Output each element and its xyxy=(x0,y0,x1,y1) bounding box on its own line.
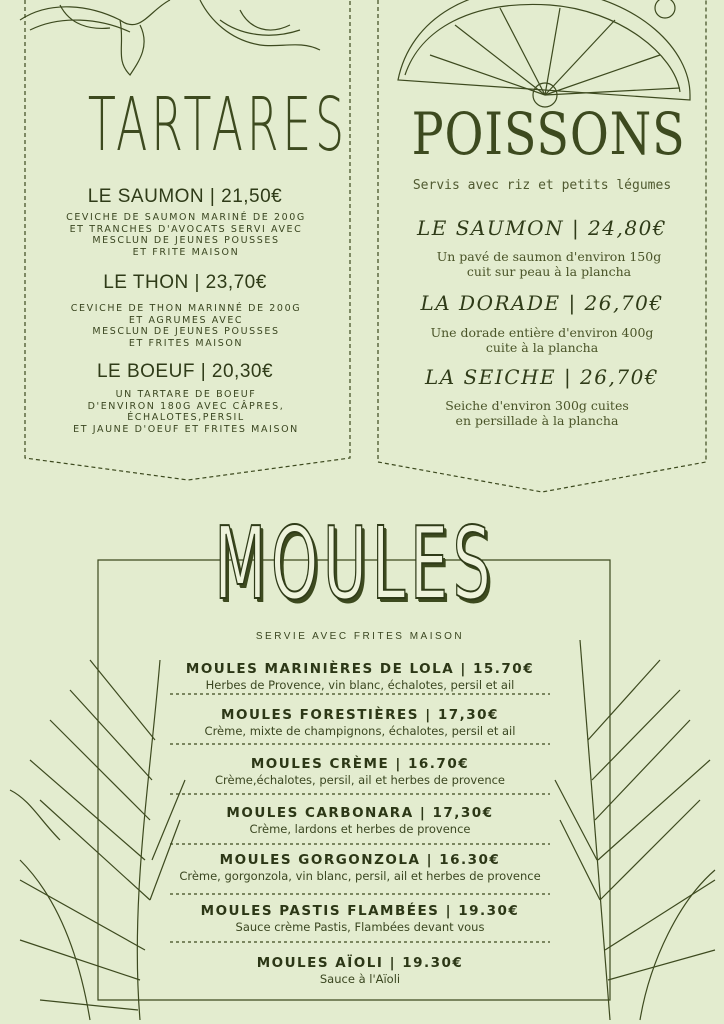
moules-item-name: MOULES AÏOLI | 19.30€ xyxy=(256,955,464,971)
moules-item-description: Crème, lardons et herbes de provence xyxy=(249,822,471,836)
poissons-title: POISSONS xyxy=(411,100,686,168)
moules-item xyxy=(130,805,590,836)
moules-item-description: Sauce à l'Aïoli xyxy=(319,972,401,986)
moules-item xyxy=(130,852,590,883)
tartares-title: TARTARES xyxy=(87,82,348,168)
moules-item xyxy=(130,661,590,692)
moules-subtitle: SERVIE AVEC FRITES MAISON xyxy=(255,631,465,642)
poisson-dorade-title: LA DORADE | 26,70€ xyxy=(420,291,664,315)
moules-item-name: MOULES FORESTIÈRES | 17,30€ xyxy=(221,707,499,723)
tartare-boeuf-description: UN TARTARE DE BOEUF D'ENVIRON 180G AVEC CÂPRES, ÉCHALOTES,PERSIL ET JAUNE D'OEUF ET FRITES MAISON xyxy=(73,389,299,435)
moules-item-description: Herbes de Provence, vin blanc, échalotes, persil et ail xyxy=(205,678,515,692)
moules-item-name: MOULES MARINIÈRES DE LOLA | 15.70€ xyxy=(185,661,535,677)
moules-item-description: Crème, gorgonzola, vin blanc, persil, ail et herbes de provence xyxy=(179,869,541,883)
moules-item xyxy=(130,903,590,934)
poisson-saumon-description: Un pavé de saumon d'environ 150g cuit sur peau à la plancha xyxy=(436,249,662,279)
parsley-leaves-illustration xyxy=(20,0,320,75)
lemon-slice-illustration xyxy=(398,0,690,107)
moules-item-name: MOULES PASTIS FLAMBÉES | 19.30€ xyxy=(200,903,520,919)
moules-item xyxy=(130,707,590,738)
moules-item-name: MOULES GORGONZOLA | 16.30€ xyxy=(219,852,501,868)
tartare-thon-title: LE THON | 23,70€ xyxy=(103,272,267,293)
moules-title: MOULES xyxy=(214,505,496,622)
moules-item-description: Crème,échalotes, persil, ail et herbes de provence xyxy=(214,773,505,787)
poisson-seiche-description: Seiche d'environ 300g cuites en persillade à la plancha xyxy=(445,398,629,428)
poisson-dorade-description: Une dorade entière d'environ 400g cuite à la plancha xyxy=(430,325,654,355)
moules-item-description: Sauce crème Pastis, Flambées devant vous xyxy=(235,920,485,934)
tartare-saumon-title: LE SAUMON | 21,50€ xyxy=(87,186,283,207)
moules-item-name: MOULES CRÈME | 16.70€ xyxy=(250,756,470,772)
poisson-seiche-title: LA SEICHE | 26,70€ xyxy=(424,365,660,389)
tartare-boeuf-title: LE BOEUF | 20,30€ xyxy=(96,361,274,382)
moules-item-description: Crème, mixte de champignons, échalotes, persil et ail xyxy=(204,724,516,738)
tartare-thon-description: CEVICHE DE THON MARINNÉ DE 200G ET AGRUMES AVEC MESCLUN DE JEUNES POUSSES ET FRITES MAISON xyxy=(70,303,302,349)
moules-item xyxy=(130,955,590,986)
moules-item xyxy=(130,756,590,787)
tartare-saumon-description: CEVICHE DE SAUMON MARINÉ DE 200G ET TRANCHES D'AVOCATS SERVI AVEC MESCLUN DE JEUNES POUSSES ET FRITE MAISON xyxy=(66,212,306,258)
poisson-saumon-title: LE SAUMON | 24,80€ xyxy=(416,216,668,240)
poissons-subtitle: Servis avec riz et petits légumes xyxy=(412,178,672,193)
moules-item-name: MOULES CARBONARA | 17,30€ xyxy=(226,805,494,821)
